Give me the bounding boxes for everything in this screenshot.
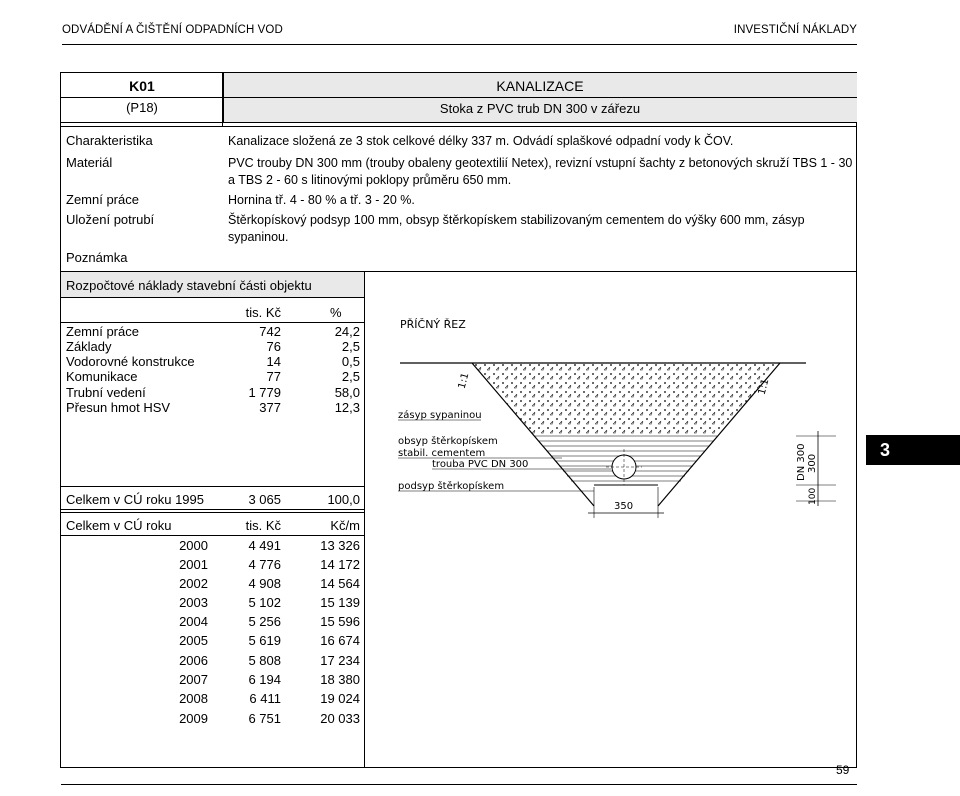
yearly-header-row — [66, 518, 366, 534]
row-name: Přesun hmot HSV — [66, 400, 171, 415]
row-name: Základy — [66, 339, 112, 354]
row-tis: 742 — [259, 324, 281, 339]
laying-label: Uložení potrubí — [66, 212, 155, 227]
budget-title: Rozpočtové náklady stavební části objektu — [66, 278, 312, 293]
row-name: Zemní práce — [66, 324, 139, 339]
row-year: 2009 — [179, 711, 208, 726]
total-pct: 100,0 — [327, 492, 360, 507]
row-year: 2003 — [179, 595, 208, 610]
object-code: K01 — [129, 78, 155, 94]
drawing-title: PŘÍČNÝ ŘEZ — [400, 318, 466, 331]
slope-left-label: 1:1 — [456, 371, 472, 391]
row-year: 2005 — [179, 633, 208, 648]
total-rule-1 — [61, 509, 364, 510]
yearly-col-tis: tis. Kč — [245, 518, 281, 533]
total-rule-top — [61, 486, 364, 487]
earthwork-value: Hornina tř. 4 - 80 % a tř. 3 - 20 %. — [228, 193, 415, 207]
char-value: Kanalizace složená ze 3 stok celkové délky 337 m. Odvádí splaškové odpadní vody k ČOV. — [228, 134, 734, 148]
row-km: 14 564 — [320, 576, 360, 591]
object-ref: (P18) — [126, 100, 158, 115]
budget-col-tis: tis. Kč — [245, 305, 281, 320]
total-label: Celkem v CÚ roku 1995 — [66, 492, 204, 507]
dim-bottom-label: 100 — [808, 487, 818, 505]
row-tis: 5 256 — [248, 614, 281, 629]
row-pct: 2,5 — [341, 369, 360, 384]
row-tis: 14 — [266, 354, 281, 369]
row-km: 18 380 — [320, 672, 360, 687]
table-row — [66, 369, 366, 385]
pipe-label: trouba PVC DN 300 — [432, 459, 529, 470]
row-pct: 58,0 — [334, 385, 360, 400]
bedding-label-2: stabil. cementem — [398, 448, 486, 459]
table-row — [66, 385, 366, 401]
chapter-tab: 3 — [866, 435, 960, 465]
table-row — [66, 595, 366, 611]
row-pct: 12,3 — [334, 400, 360, 415]
total-tis: 3 065 — [248, 492, 281, 507]
yearly-header-rule — [61, 535, 364, 536]
row-year: 2006 — [179, 653, 208, 668]
row-km: 13 326 — [320, 538, 360, 553]
table-row — [66, 354, 366, 370]
table-row — [66, 400, 366, 416]
budget-header-rule — [61, 322, 364, 323]
title-rule-3 — [61, 126, 857, 127]
row-km: 14 172 — [320, 557, 360, 572]
row-tis: 5 808 — [248, 653, 281, 668]
table-row — [66, 711, 366, 727]
row-tis: 77 — [266, 369, 281, 384]
budget-title-rule — [61, 297, 364, 298]
row-year: 2008 — [179, 691, 208, 706]
row-tis: 6 194 — [248, 672, 281, 687]
running-header-right: INVESTIČNÍ NÁKLADY — [733, 24, 857, 36]
bedding-label-1: obsyp štěrkopískem — [398, 436, 498, 447]
cross-section-drawing — [366, 273, 856, 533]
table-row — [66, 557, 366, 573]
row-km: 15 139 — [320, 595, 360, 610]
object-subtitle: Stoka z PVC trub DN 300 v zářezu — [439, 101, 641, 116]
row-tis: 377 — [259, 400, 281, 415]
char-label: Charakteristika — [66, 133, 153, 148]
backfill-label: zásyp sypaninou — [398, 410, 482, 421]
title-rule-2 — [61, 122, 857, 123]
width-label: 350 — [614, 501, 634, 512]
base-label: podsyp štěrkopískem — [398, 481, 505, 492]
budget-header-row — [66, 305, 366, 321]
row-year: 2000 — [179, 538, 208, 553]
table-row — [66, 324, 366, 340]
row-year: 2002 — [179, 576, 208, 591]
backfill-area — [472, 363, 780, 436]
row-pct: 24,2 — [334, 324, 360, 339]
object-title: KANALIZACE — [496, 78, 584, 94]
table-row — [66, 576, 366, 592]
note-label: Poznámka — [66, 250, 128, 265]
budget-total-row — [66, 492, 366, 508]
table-row — [66, 538, 366, 554]
slope-right-label: 1:1 — [756, 377, 772, 397]
row-tis: 5 102 — [248, 595, 281, 610]
footer-rule — [61, 784, 857, 785]
row-tis: 6 751 — [248, 711, 281, 726]
row-tis: 4 908 — [248, 576, 281, 591]
row-name: Trubní vedení — [66, 385, 146, 400]
row-tis: 4 491 — [248, 538, 281, 553]
row-tis: 1 779 — [248, 385, 281, 400]
row-pct: 2,5 — [341, 339, 360, 354]
row-name: Komunikace — [66, 369, 138, 384]
row-tis: 76 — [266, 339, 281, 354]
header-rule — [62, 44, 857, 45]
row-km: 17 234 — [320, 653, 360, 668]
table-row — [66, 653, 366, 669]
total-rule-2 — [61, 512, 364, 513]
table-row — [66, 633, 366, 649]
row-pct: 0,5 — [341, 354, 360, 369]
dim-dn-label: DN 300 — [796, 443, 807, 481]
row-name: Vodorovné konstrukce — [66, 354, 195, 369]
yearly-label: Celkem v CÚ roku — [66, 518, 172, 533]
earthwork-label: Zemní práce — [66, 192, 139, 207]
title-rule-1 — [61, 97, 857, 98]
table-row — [66, 691, 366, 707]
running-header-left: ODVÁDĚNÍ A ČIŠTĚNÍ ODPADNÍCH VOD — [62, 24, 283, 36]
row-km: 19 024 — [320, 691, 360, 706]
row-year: 2004 — [179, 614, 208, 629]
row-km: 16 674 — [320, 633, 360, 648]
material-value: PVC trouby DN 300 mm (trouby obaleny geotextilií Netex), revizní vstupní šachty z betonových skruží TBS 1 - 30 a TBS 2 - 60 s litinovými poklopy průměru 650 mm. — [228, 156, 853, 187]
budget-col-pct: % — [330, 305, 342, 320]
row-year: 2001 — [179, 557, 208, 572]
row-km: 20 033 — [320, 711, 360, 726]
row-tis: 5 619 — [248, 633, 281, 648]
yearly-col-km: Kč/m — [330, 518, 360, 533]
table-row — [66, 614, 366, 630]
page-number: 59 — [836, 763, 850, 777]
row-tis: 6 411 — [249, 691, 281, 706]
dim-top-label: 300 — [807, 453, 818, 473]
row-km: 15 596 — [320, 614, 360, 629]
material-label: Materiál — [66, 155, 113, 170]
table-row — [66, 339, 366, 355]
row-year: 2007 — [179, 672, 208, 687]
table-row — [66, 672, 366, 688]
laying-value: Štěrkopískový podsyp 100 mm, obsyp štěrkopískem stabilizovaným cementem do výšky 600 mm, zásyp sypaninou. — [228, 213, 805, 244]
row-tis: 4 776 — [248, 557, 281, 572]
